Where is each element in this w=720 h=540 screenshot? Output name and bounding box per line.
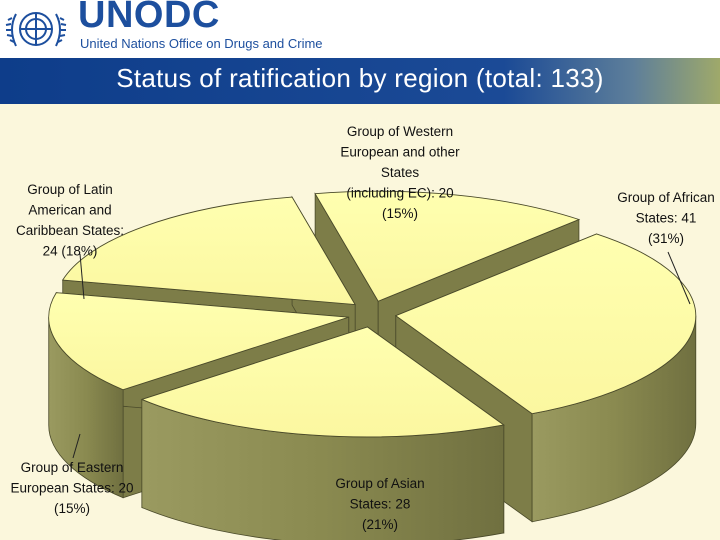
slice-label-line: Group of Eastern (20, 460, 124, 475)
chart-area (0, 104, 720, 540)
slice-label-line: Group of Latin (27, 182, 113, 197)
slice-label-line: (including EC): 20 (346, 185, 454, 201)
slice-label-line: Caribbean States: (15, 223, 125, 238)
logo-text: UNODC (78, 0, 220, 36)
slice-label-line: States: 41 (635, 210, 697, 226)
slice-label-line: 24 (18%) (42, 243, 98, 259)
logo-subtitle: United Nations Office on Drugs and Crime (80, 36, 323, 51)
slice-label-line: (15%) (381, 206, 419, 221)
pie-chart (0, 104, 720, 540)
slice-label-line: (15%) (53, 501, 91, 516)
page-title: Status of ratification by region (total: 133) (116, 63, 604, 93)
slice-label-line: Group of Asian (335, 476, 425, 491)
slice-label-line: Group of Western (346, 124, 454, 139)
slice-label-line: Group of African (617, 190, 715, 205)
slice-label-line: European States: 20 (10, 480, 134, 496)
slice-label (617, 190, 715, 246)
un-emblem-icon (2, 2, 70, 56)
slice-label-line: (21%) (361, 517, 399, 532)
slice-label-line: American and (28, 202, 112, 218)
title-bar (0, 58, 720, 104)
slice-label-line: European and other (340, 144, 460, 160)
slice-label-line: States: 28 (349, 496, 411, 512)
slice-label-line: (31%) (647, 231, 685, 246)
slice-label (10, 460, 133, 516)
slice-label-line: States (380, 165, 420, 180)
header (0, 0, 720, 58)
